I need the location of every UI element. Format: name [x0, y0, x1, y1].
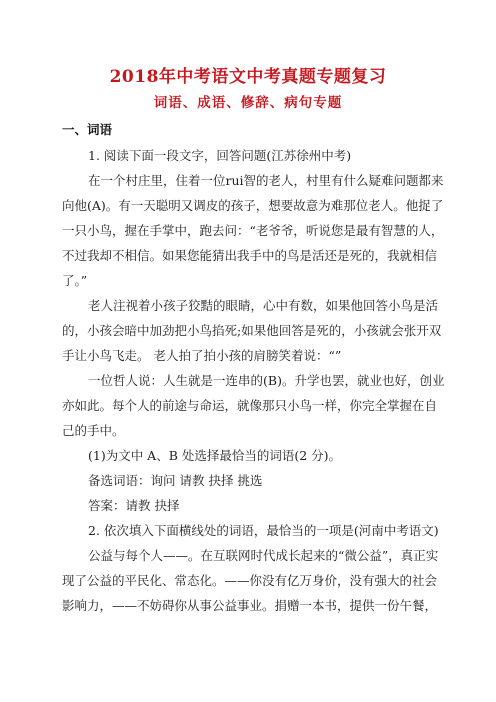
paragraph-line: 一只小鸟，握在手掌中，跑去问：“老爷爷，听说您是最有智慧的人，: [62, 223, 444, 238]
paragraph-line: 的，小孩会暗中加劲把小鸟掐死;如果他回答是死的，小孩就会张开双: [62, 323, 442, 338]
document-title: 2018年中考语文中考真题专题复习: [109, 67, 387, 87]
paragraph-line: 向他(A)。有一天聪明又调皮的孩子，想要故意为难那位老人。他捉了: [62, 198, 444, 213]
question-2-prompt: 2. 依次填入下面横线处的词语，最恰当的一项是(河南中考语文): [88, 523, 439, 538]
paragraph-line: 手让小鸟飞走。 老人拍了拍小孩的肩膀笑着说：“”: [62, 348, 342, 363]
paragraph-line: 公益与每个人——。在互联网时代成长起来的“微公益”，真正实: [88, 548, 439, 563]
paragraph-line: 了。”: [62, 273, 88, 288]
answer-line: 答案：请教 抉择: [88, 498, 180, 513]
paragraph-line: 老人注视着小孩子狡黠的眼睛，心中有数，如果他回答小鸟是活: [88, 298, 439, 313]
question-1-subquestion: (1)为文中 A、B 处选择最恰当的词语(2 分)。: [88, 448, 342, 463]
paragraph-line: 一位哲人说：人生就是一连串的(B)。升学也罢，就业也好，创业: [88, 373, 445, 388]
paragraph-line: 不过我却不相信。如果您能猜出我手中的鸟是活还是死的，我就相信: [62, 248, 438, 263]
paragraph-line: 影响力，——不妨碍你从事公益事业。捐赠一本书，提供一份午餐，: [62, 598, 438, 613]
paragraph-line: 在一个村庄里，住着一位rui智的老人，村里有什么疑难问题都来: [88, 173, 444, 188]
paragraph-line: 亦如此。每个人的前途与命运，就像那只小鸟一样，你完全掌握在自: [62, 398, 438, 413]
document-subtitle: 词语、成语、修辞、病句专题: [153, 95, 343, 111]
question-1-prompt: 1. 阅读下面一段文字，回答问题(江苏徐州中考): [88, 148, 352, 163]
paragraph-line: 己的手中。: [62, 423, 125, 438]
paragraph-line: 现了公益的平民化、常态化。——你没有亿万身价，没有强大的社会: [62, 573, 438, 588]
candidate-words: 备选词语：询问 请教 抉择 挑选: [88, 473, 263, 488]
section-heading-vocabulary: 一、词语: [62, 122, 113, 137]
